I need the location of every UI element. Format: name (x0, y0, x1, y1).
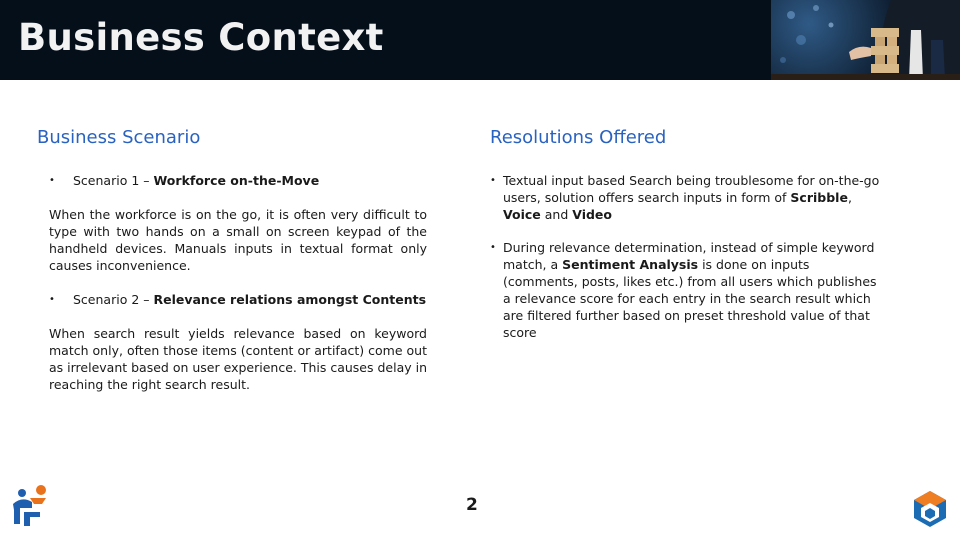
bullet-dot: • (49, 175, 55, 186)
resolutions-offered-column (490, 172, 885, 341)
bullet-dot: • (490, 242, 496, 253)
page-title: Business Context (18, 16, 384, 59)
scenario-1-bullet (49, 172, 427, 189)
scenario-2-bullet (49, 291, 427, 308)
scenario-1-label (73, 172, 319, 189)
scenario-1-name: Workforce on-the-Move (153, 173, 320, 188)
resolution-2-bold-sentiment: Sentiment Analysis (562, 257, 699, 272)
resolution-1-bold-voice: Voice (503, 207, 541, 222)
resolutions-offered-heading: Resolutions Offered (490, 127, 667, 148)
resolution-2-text-b: is done on inputs (comments, posts, likes etc.) from all users which publishes a relevance score for each entry in the search result which are filtered further based on preset threshold value of that score (503, 257, 877, 340)
resolution-1-bold-video: Video (572, 207, 612, 222)
header-bar (0, 0, 960, 80)
resolution-1-bold-scribble: Scribble (790, 190, 848, 205)
resolution-2 (490, 239, 885, 341)
scenario-2-label (73, 291, 426, 308)
header-photo (771, 0, 960, 80)
scenario-2-name: Relevance relations amongst Contents (153, 292, 427, 307)
business-scenario-column (49, 172, 427, 393)
resolution-1 (490, 172, 885, 223)
business-scenario-heading: Business Scenario (37, 127, 201, 148)
company-logo-left (10, 484, 50, 532)
scenario-2-prefix: Scenario 2 – (73, 292, 154, 307)
page-number: 2 (466, 495, 478, 515)
scenario-1-description: When the workforce is on the go, it is often very difficult to type with two hands on a small on screen keypad of the handheld devices. Manuals inputs in textual format only causes inconvenience. (49, 207, 427, 273)
scenario-1-prefix: Scenario 1 – (73, 173, 154, 188)
company-logo-right (912, 489, 948, 533)
resolution-1-text-c: and (540, 207, 573, 222)
resolution-2-text-a: During relevance determination, instead of simple keyword match, a (503, 240, 875, 272)
resolution-1-text-a: Textual input based Search being troublesome for on-the-go users, solution offers search inputs in form of (503, 173, 880, 205)
bullet-dot: • (490, 175, 496, 186)
bullet-dot: • (49, 294, 55, 305)
resolution-1-text-b: , (847, 190, 852, 205)
scenario-2-description: When search result yields relevance based on keyword match only, often those items (content or artifact) come out as irrelevant based on user experience. This causes delay in reaching the right search result. (49, 326, 428, 392)
